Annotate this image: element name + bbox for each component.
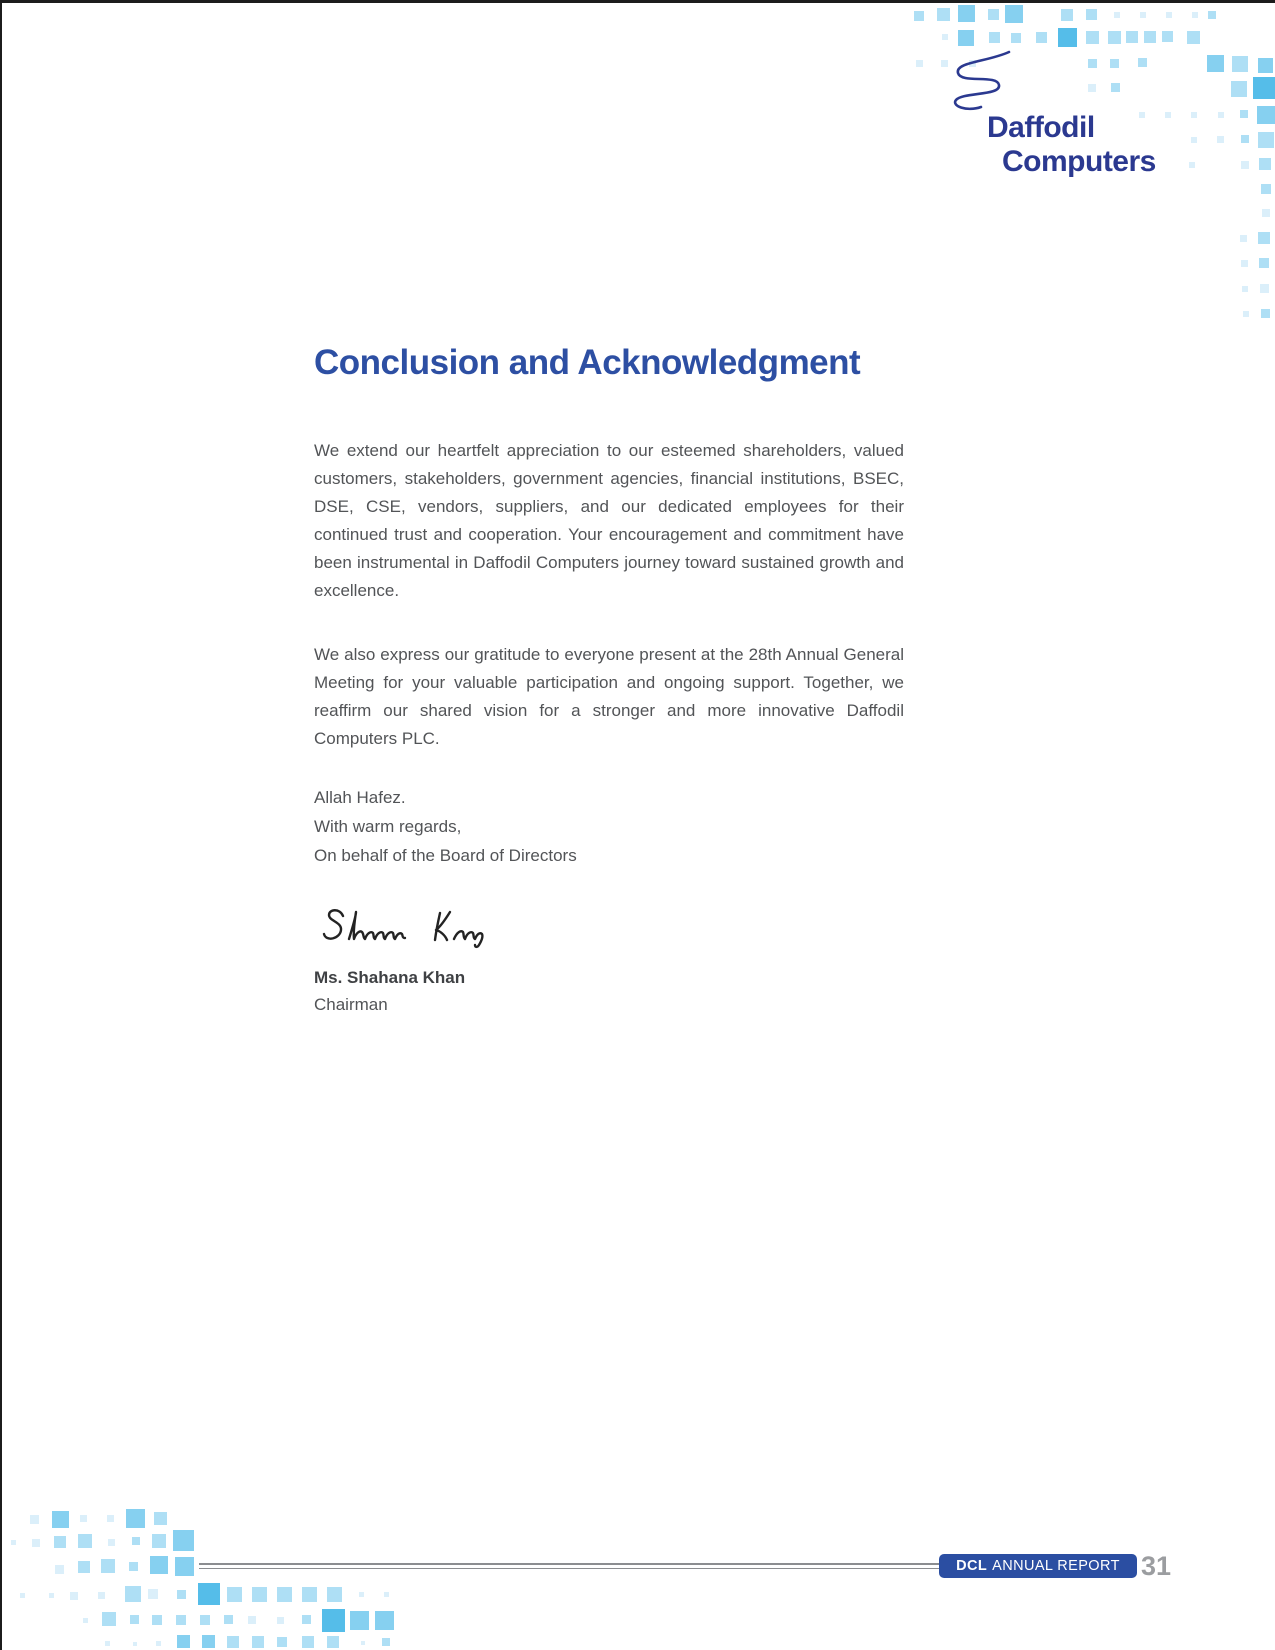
decor-square [384, 1592, 389, 1597]
decor-square [154, 1512, 167, 1525]
decor-square [988, 9, 999, 20]
decor-square [224, 1615, 233, 1624]
decor-square [277, 1637, 287, 1647]
decor-square [11, 1540, 16, 1545]
decor-square [1187, 31, 1200, 44]
decor-square [252, 1636, 264, 1648]
decor-square [80, 1515, 87, 1522]
decor-square [958, 30, 974, 46]
decor-square [101, 1559, 115, 1573]
decor-square [277, 1587, 292, 1602]
page-title: Conclusion and Acknowledgment [314, 343, 861, 382]
decor-square [1138, 58, 1147, 67]
decor-square [200, 1615, 210, 1625]
logo-swoosh-icon [947, 48, 1017, 120]
decor-square [1005, 5, 1023, 23]
decor-square [1258, 132, 1274, 148]
paragraph-appreciation: We extend our heartfelt appreciation to our esteemed shareholders, valued customers, stakeholders, government agencies, financial institutions, BSEC, DSE, CSE, vendors, suppliers, and our dedicated employees for their continued trust and cooperation. Your encouragement and commitment have been instrumental in Daffodil Computers journey toward sustained growth and excellence. [314, 441, 904, 600]
signatory-title: Chairman [314, 995, 388, 1014]
decor-square [83, 1618, 88, 1623]
badge-brand: DCL [956, 1558, 988, 1574]
decor-square [20, 1593, 25, 1598]
decor-square [173, 1530, 194, 1551]
decor-square [177, 1635, 190, 1648]
decor-square [1261, 309, 1270, 318]
decor-square [1189, 162, 1195, 168]
decor-square [1218, 112, 1224, 118]
logo-line1: Daffodil [987, 111, 1095, 144]
decor-square [1232, 56, 1248, 72]
chairman-signature [322, 904, 512, 952]
decor-square [361, 1641, 365, 1645]
decor-square [227, 1636, 239, 1648]
decor-square [1241, 161, 1249, 169]
decor-square [1166, 12, 1172, 18]
decor-square [152, 1615, 162, 1625]
decor-square [177, 1590, 186, 1599]
decor-square [1240, 235, 1247, 242]
decor-square [1162, 31, 1173, 42]
decor-square [375, 1611, 394, 1630]
decor-square [252, 1587, 267, 1602]
decor-square [277, 1617, 284, 1624]
decor-square [1191, 112, 1197, 118]
decor-square [1257, 106, 1275, 124]
decor-square [1114, 12, 1120, 18]
decor-square [989, 32, 1000, 43]
decor-square [107, 1515, 114, 1522]
decor-square [302, 1587, 317, 1602]
decor-square [1110, 59, 1119, 68]
decor-square [1240, 110, 1248, 118]
decor-square [32, 1539, 40, 1547]
decor-square [78, 1534, 92, 1548]
decor-square [1011, 33, 1021, 43]
decor-square [55, 1565, 64, 1574]
decor-square [1241, 135, 1249, 143]
decor-square [78, 1561, 90, 1573]
decor-square [1241, 260, 1248, 267]
decor-square [54, 1536, 66, 1548]
decor-square [1108, 31, 1121, 44]
decor-square [1258, 58, 1273, 73]
decor-square [1258, 232, 1270, 244]
signatory-name: Ms. Shahana Khan [314, 968, 466, 987]
decor-square [1253, 77, 1275, 99]
decor-square [1144, 31, 1156, 43]
decor-square [1086, 9, 1097, 20]
decor-square [350, 1611, 369, 1630]
decor-square [1088, 84, 1096, 92]
decor-square [302, 1636, 314, 1648]
decor-square [105, 1641, 110, 1646]
decor-square [382, 1638, 390, 1646]
decor-square [1165, 112, 1171, 118]
decor-square [1111, 83, 1120, 92]
decor-square [198, 1583, 220, 1605]
decor-square [108, 1539, 115, 1546]
decor-square [132, 1537, 140, 1545]
decor-square [248, 1616, 256, 1624]
footer-divider-line [199, 1563, 949, 1569]
decor-square [102, 1612, 116, 1626]
decor-square [70, 1592, 78, 1600]
decor-square [942, 34, 948, 40]
decor-square [1207, 55, 1224, 72]
decor-square [1061, 9, 1073, 21]
decor-square [129, 1562, 138, 1571]
decor-square [1086, 31, 1099, 44]
decor-square [98, 1592, 105, 1599]
logo-line2: Computers [1002, 145, 1156, 178]
decor-square [1058, 28, 1077, 47]
closing-line-allah-hafez: Allah Hafez. [314, 788, 406, 807]
decor-square [227, 1587, 242, 1602]
decor-square [1036, 32, 1047, 43]
decor-square [1243, 311, 1249, 317]
decor-square [52, 1511, 69, 1528]
decor-square [937, 8, 950, 21]
decor-square [150, 1556, 168, 1574]
decor-square [302, 1615, 311, 1624]
decor-square [1192, 12, 1198, 18]
badge-label: ANNUAL REPORT [992, 1558, 1120, 1574]
decor-square [1208, 11, 1216, 19]
closing-line-warm-regards: With warm regards, [314, 817, 462, 836]
decor-square [176, 1615, 186, 1625]
decor-square [1191, 137, 1197, 143]
decor-square [1231, 81, 1247, 97]
decor-square [958, 5, 975, 22]
decor-square [1259, 158, 1271, 170]
decor-square [1262, 209, 1270, 217]
decor-square [152, 1534, 166, 1548]
closing-line-on-behalf: On behalf of the Board of Directors [314, 846, 577, 865]
decor-square [1088, 59, 1097, 68]
decor-square [175, 1557, 194, 1576]
decor-square [1126, 31, 1138, 43]
decor-square [148, 1589, 158, 1599]
decor-square [125, 1586, 141, 1602]
decor-square [156, 1641, 161, 1646]
decor-square [1261, 184, 1271, 194]
decor-square [1140, 12, 1146, 18]
annual-report-badge [939, 1554, 1137, 1578]
page-number: 31 [1141, 1551, 1172, 1581]
decor-square [322, 1609, 345, 1632]
decor-square [126, 1509, 145, 1528]
closing-block [314, 783, 904, 870]
decor-square [30, 1515, 39, 1524]
decor-square [916, 60, 923, 67]
decor-square [49, 1593, 54, 1598]
decor-square [1217, 136, 1224, 143]
decor-square [1260, 284, 1269, 293]
decor-square [1259, 258, 1269, 268]
decor-square [133, 1642, 137, 1646]
decor-square [202, 1635, 215, 1648]
decor-square [130, 1615, 139, 1624]
decor-square [914, 11, 924, 21]
decor-square [359, 1592, 364, 1597]
paragraph-gratitude: We also express our gratitude to everyone present at the 28th Annual General Meeting for your valuable participation and ongoing support. Together, we reaffirm our shared vision for a stronger and more innovative Daffodil Computers PLC. [314, 645, 904, 748]
decor-square [327, 1587, 342, 1602]
logo-wordmark [987, 111, 1156, 179]
letter-content [314, 341, 904, 1017]
decor-square [1242, 286, 1248, 292]
decor-square [327, 1636, 339, 1648]
